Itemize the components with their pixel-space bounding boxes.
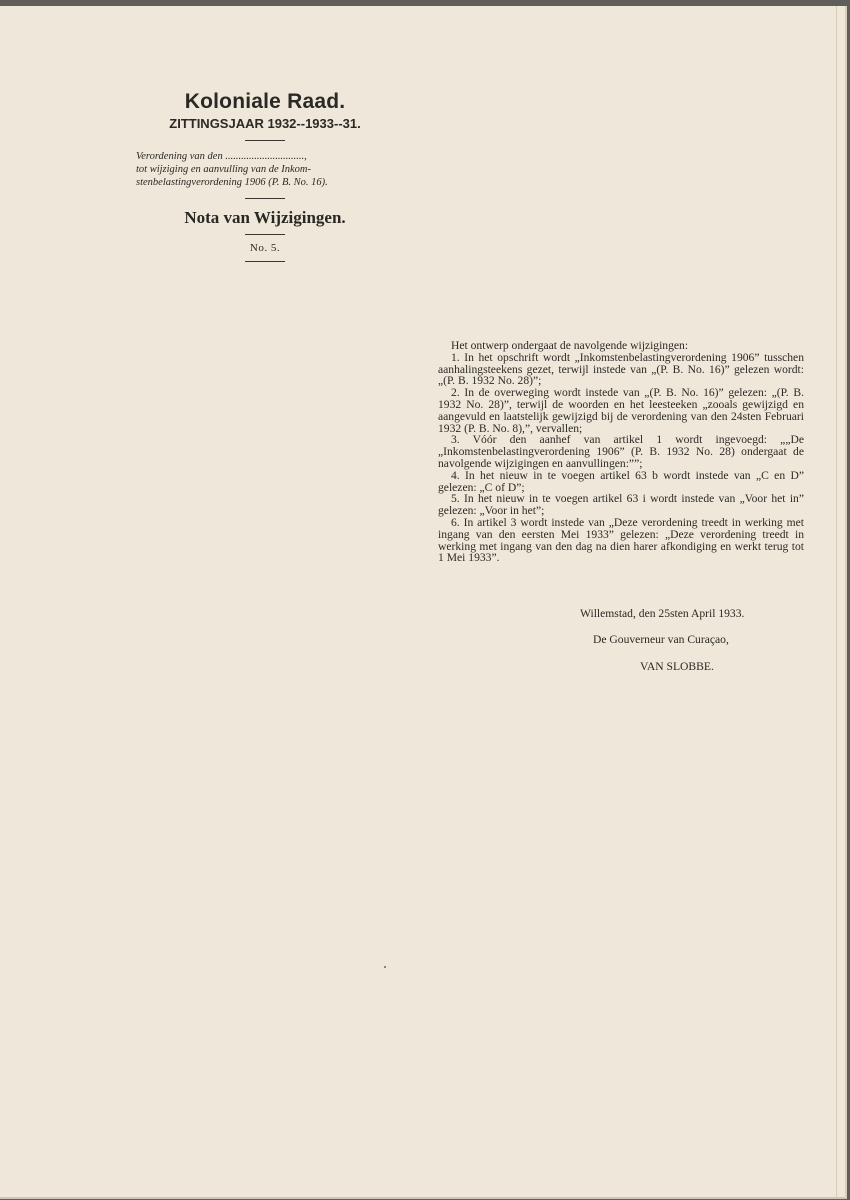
amendment-item: 5. In het nieuw in te voegen artikel 63 i wordt instede van „Voor het in” gelezen: „Voor in het”; xyxy=(438,492,804,518)
document-header xyxy=(130,90,400,271)
amendment-item: 3. Vóór den aanhef van artikel 1 wordt ingevoegd: „„De „Inkomstenbelastingverordening 1906” (P. B. 1932 No. 28) ondergaat de navolgende wijzigingen en aanvullingen:””; xyxy=(438,433,804,470)
divider-4 xyxy=(245,261,285,262)
governor-name: VAN SLOBBE. xyxy=(640,660,714,673)
amendment-item: 6. In artikel 3 wordt instede van „Deze verordening treedt in werking met ingang van den eersten Mei 1933” gelezen: „Deze verordening treedt in werking met ingang van den dag na dien harer afkondiging en werkt terug tot 1 Mei 1933”. xyxy=(438,515,804,565)
amendments-intro: Het ontwerp ondergaat de navolgende wijzigingen: xyxy=(451,339,689,352)
amendment-item: 2. In de overweging wordt instede van „(P. B. No. 16)” gelezen: „(P. B. 1932 No. 28)”, terwijl de woorden en het leesteeken „zooals gewijzigd en aangevuld en laatstelijk gewijzigd bij de verordening van den 24sten Februari 1932 (P. B. No. 8),”, vervallen; xyxy=(438,386,804,435)
ordinance-line-2: tot wijziging en aanvulling van de Inkom- xyxy=(136,164,311,175)
ordinance-line-3: stenbelastingverordening 1906 (P. B. No. 16). xyxy=(136,177,328,188)
nota-number: No. 5. xyxy=(249,242,281,254)
divider-1 xyxy=(245,140,285,141)
place-date: Willemstad, den 25sten April 1933. xyxy=(580,607,745,620)
amendments-text xyxy=(438,340,804,564)
session-year: ZITTINGSJAAR 1932--1933--31. xyxy=(169,116,361,131)
governor-title: De Gouverneur van Curaçao, xyxy=(593,633,729,646)
amendment-item: 4. In het nieuw in te voegen artikel 63 b wordt instede van „C en D” gelezen: „C of D”; xyxy=(438,468,804,494)
council-title: Koloniale Raad. xyxy=(184,90,346,113)
divider-3 xyxy=(245,234,285,235)
sheet-edge-line xyxy=(836,6,837,1197)
nota-title: Nota van Wijzigingen. xyxy=(184,208,346,227)
paper-sheet xyxy=(0,6,847,1199)
ordinance-line-1: Verordening van den .............................., xyxy=(136,151,307,162)
paper-speck xyxy=(384,966,386,968)
divider-2 xyxy=(245,198,285,199)
amendment-item: 1. In het opschrift wordt „Inkomstenbelastingverordening 1906” tusschen aanhalingsteekens gezet, terwijl instede van „(P. B. No. 16)” gelezen wordt: „(P. B. 1932 No. 28)”; xyxy=(438,350,804,388)
